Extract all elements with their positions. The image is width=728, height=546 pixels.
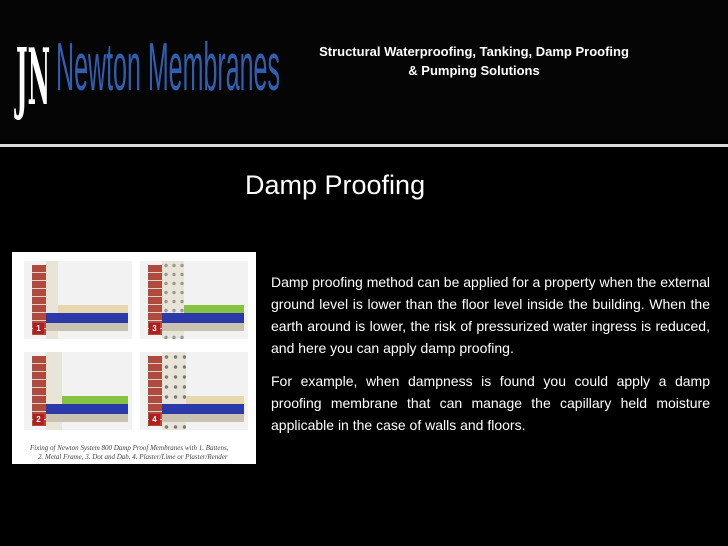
caption-line-1: Fixing of Newton System 800 Damp Proof Membranes with 1. Battens, — [30, 444, 229, 452]
figure-caption — [30, 444, 252, 462]
panel-number: 1 — [33, 323, 44, 334]
figure-panel-battens — [24, 261, 132, 339]
floor-base — [46, 323, 128, 331]
slide-title: Damp Proofing — [245, 170, 426, 200]
floor-membrane — [162, 313, 244, 323]
floor-finish — [58, 305, 128, 313]
tagline-line-1: Structural Waterproofing, Tanking, Damp Proofing — [319, 44, 629, 59]
floor-finish — [62, 396, 128, 404]
floor-base — [162, 414, 244, 422]
body-paragraph: Damp proofing method can be applied for a property when the external ground level is lower than the floor level inside the building. When the earth around is lower, the risk of pressurized water ingress is reduced, and here you can apply damp proofing. — [271, 274, 710, 356]
tagline-line-2: & Pumping Solutions — [408, 63, 540, 78]
figure-panel-metal-frame — [24, 352, 132, 430]
company-tagline — [284, 42, 664, 80]
floor-base — [46, 414, 128, 422]
slide-body — [271, 271, 710, 447]
floor-base — [162, 323, 244, 331]
damp-proof-membrane-figure — [12, 252, 256, 464]
panel-number: 3 — [149, 323, 160, 334]
newton-membranes-logo — [14, 12, 284, 122]
logo-wordmark: Newton Membranes — [56, 29, 280, 105]
floor-membrane — [46, 404, 128, 414]
floor-membrane — [46, 313, 128, 323]
floor-finish — [186, 396, 244, 404]
caption-line-2: 2. Metal Frame, 3. Dot and Dab, 4. Plaster/Lime or Plaster/Render — [38, 453, 228, 461]
logo-monogram: JN — [14, 32, 50, 122]
panel-number: 4 — [149, 414, 160, 425]
header — [0, 0, 728, 140]
panel-number: 2 — [33, 414, 44, 425]
figure-panel-dot-and-dab — [140, 261, 248, 339]
body-paragraph: For example, when dampness is found you could apply a damp proofing membrane that can manage the capillary held moisture applicable in the case of walls and floors. — [271, 373, 710, 433]
figure-panel-plaster — [140, 352, 248, 430]
floor-membrane — [162, 404, 244, 414]
header-divider — [0, 144, 728, 147]
floor-finish — [184, 305, 244, 313]
